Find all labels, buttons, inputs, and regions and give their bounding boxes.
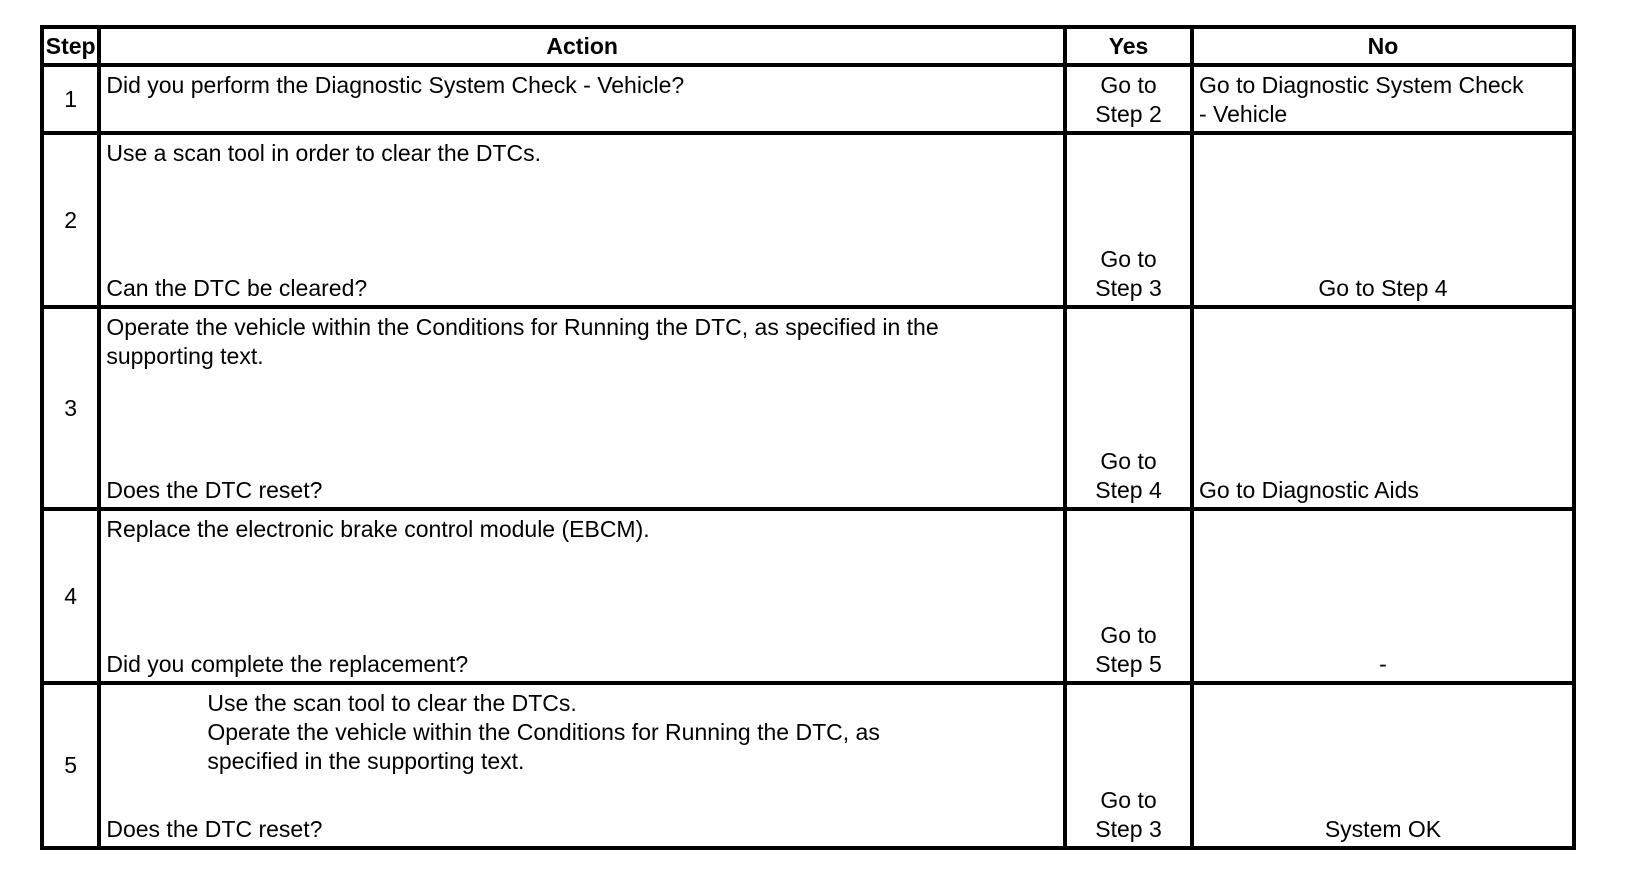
action-text: Operate the vehicle within the Conditions for Running the DTC, as specified in the [106, 314, 939, 340]
action-cell [99, 683, 1065, 848]
action-text: supporting text. [106, 343, 264, 369]
yes-text-line: Step 3 [1095, 816, 1162, 842]
header-action: Action [99, 27, 1065, 65]
header-no: No [1192, 27, 1574, 65]
table-row [42, 307, 1574, 509]
action-text-block [106, 313, 1058, 371]
no-cell: Go to Diagnostic Aids [1192, 307, 1574, 509]
action-cell [99, 133, 1065, 307]
action-question: Did you complete the replacement? [106, 651, 469, 677]
action-question: Can the DTC be cleared? [106, 275, 368, 301]
table-row [42, 509, 1574, 683]
action-question: Does the DTC reset? [106, 477, 323, 503]
header-yes: Yes [1065, 27, 1192, 65]
yes-text-line: Step 2 [1095, 101, 1162, 127]
action-text: Use a scan tool in order to clear the DTCs. [106, 140, 541, 166]
action-cell [99, 509, 1065, 683]
action-text: Did you perform the Diagnostic System Check - Vehicle? [106, 72, 685, 98]
yes-cell [1065, 65, 1192, 133]
no-text-line: - Vehicle [1199, 101, 1288, 127]
step-number: 5 [42, 683, 99, 848]
yes-text-line: Step 5 [1095, 651, 1162, 677]
no-cell: Go to Step 4 [1192, 133, 1574, 307]
yes-text-line: Go to [1100, 72, 1157, 98]
step-number: 3 [42, 307, 99, 509]
yes-text-line: Go to [1100, 787, 1157, 813]
action-content [106, 139, 1058, 303]
action-content [106, 689, 1058, 844]
no-cell: System OK [1192, 683, 1574, 848]
step-number: 4 [42, 509, 99, 683]
yes-text-line: Go to [1100, 622, 1157, 648]
no-text-line: Go to Diagnostic System Check [1199, 72, 1524, 98]
yes-text-line: Go to [1100, 448, 1157, 474]
action-content [106, 515, 1058, 679]
table-row [42, 65, 1574, 133]
table-row [42, 133, 1574, 307]
action-content [106, 313, 1058, 505]
yes-text-line: Go to [1100, 246, 1157, 272]
diagnostic-table [40, 25, 1576, 850]
table-header-row [42, 27, 1574, 65]
action-cell [99, 307, 1065, 509]
no-cell: - [1192, 509, 1574, 683]
action-text: specified in the supporting text. [207, 748, 525, 774]
yes-cell [1065, 509, 1192, 683]
no-cell [1192, 65, 1574, 133]
action-text: Operate the vehicle within the Conditions for Running the DTC, as [207, 719, 880, 745]
yes-cell [1065, 307, 1192, 509]
table-row [42, 683, 1574, 848]
action-text: Use the scan tool to clear the DTCs. [207, 690, 577, 716]
step-number: 2 [42, 133, 99, 307]
step-number: 1 [42, 65, 99, 133]
action-text-block [106, 689, 1058, 776]
yes-cell [1065, 133, 1192, 307]
yes-cell [1065, 683, 1192, 848]
header-step: Step [42, 27, 99, 65]
action-cell [99, 65, 1065, 133]
action-question: Does the DTC reset? [106, 816, 323, 842]
action-text: Replace the electronic brake control module (EBCM). [106, 516, 650, 542]
yes-text-line: Step 4 [1095, 477, 1162, 503]
yes-text-line: Step 3 [1095, 275, 1162, 301]
